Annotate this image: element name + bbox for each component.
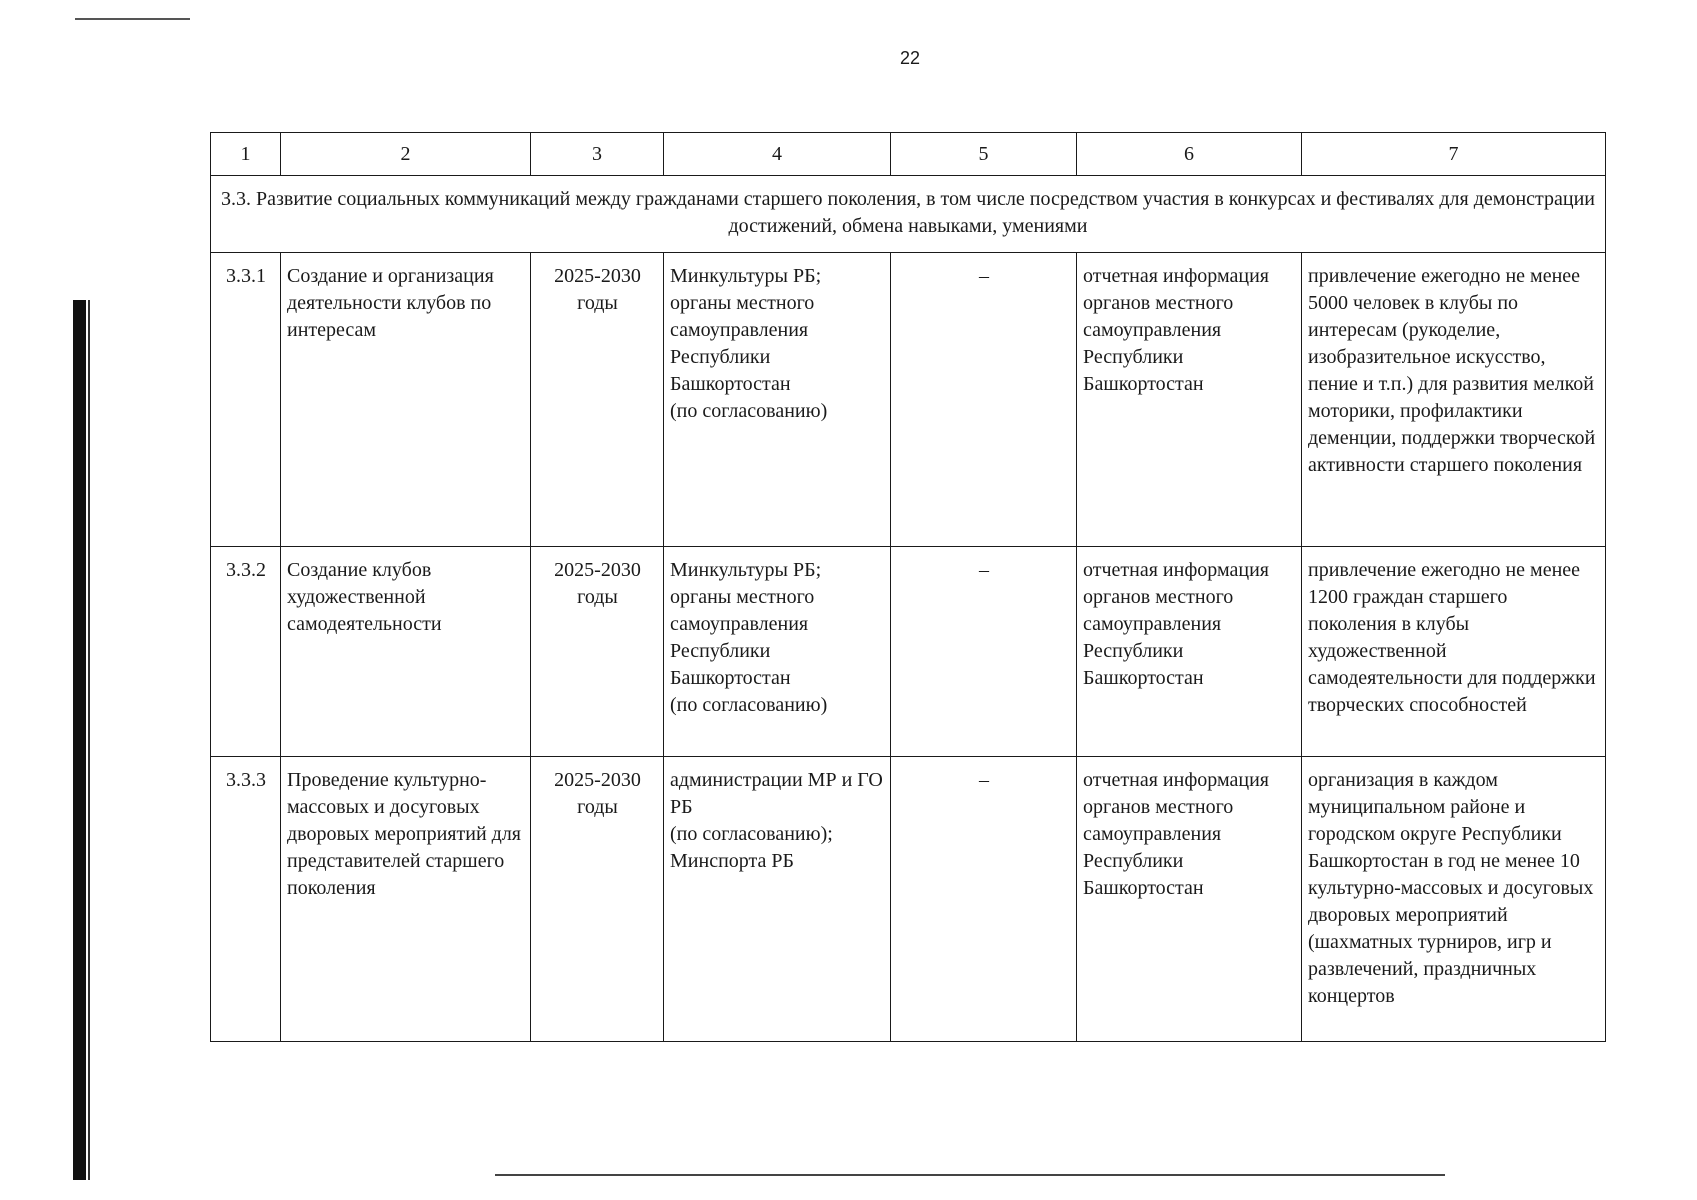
result-cell: привлечение ежегодно не менее 1200 граждан старшего поколения в клубы художественной самодеятельности для поддержки творческих способностей xyxy=(1302,547,1606,757)
table-row xyxy=(211,547,1606,757)
row-number: 3.3.1 xyxy=(211,253,281,547)
period-cell: 2025-2030 годы xyxy=(531,253,664,547)
activity-cell: Создание клубов художественной самодеятельности xyxy=(281,547,531,757)
executors-text: администрации МР и ГО РБ (по согласованию); Минспорта РБ xyxy=(670,769,883,872)
scan-artifact-top-line xyxy=(75,18,190,20)
activity-cell: Проведение культурно-массовых и досуговых дворовых мероприятий для представителей старшего поколения xyxy=(281,757,531,1042)
section-row xyxy=(211,176,1606,253)
funding-cell: – xyxy=(891,547,1077,757)
table-row xyxy=(211,757,1606,1042)
header-cell: 4 xyxy=(664,133,891,176)
result-cell: организация в каждом муниципальном районе и городском округе Республики Башкортостан в год не менее 10 культурно-массовых и досуговых дворовых мероприятий (шахматных турниров, игр и развлечений, праздничных концертов xyxy=(1302,757,1606,1042)
header-cell: 1 xyxy=(211,133,281,176)
funding-cell: – xyxy=(891,757,1077,1042)
row-number: 3.3.3 xyxy=(211,757,281,1042)
scan-artifact-left-bar xyxy=(73,300,86,1180)
reporting-cell: отчетная информация органов местного самоуправления Республики Башкортостан xyxy=(1077,547,1302,757)
funding-cell: – xyxy=(891,253,1077,547)
period-cell: 2025-2030 годы xyxy=(531,547,664,757)
header-cell: 5 xyxy=(891,133,1077,176)
table-header-row xyxy=(211,133,1606,176)
executors-text: Минкультуры РБ; органы местного самоуправления Республики Башкортостан (по согласованию) xyxy=(670,265,828,422)
header-cell: 3 xyxy=(531,133,664,176)
header-cell: 2 xyxy=(281,133,531,176)
reporting-cell: отчетная информация органов местного самоуправления Республики Башкортостан xyxy=(1077,757,1302,1042)
executors-cell xyxy=(664,757,891,1042)
header-cell: 6 xyxy=(1077,133,1302,176)
section-title: 3.3. Развитие социальных коммуникаций между гражданами старшего поколения, в том числе посредством участия в конкурсах и фестивалях для демонстрации достижений, обмена навыками, умениями xyxy=(211,176,1606,253)
scan-artifact-left-line xyxy=(88,300,90,1180)
page-number: 22 xyxy=(899,48,921,68)
reporting-cell: отчетная информация органов местного самоуправления Республики Башкортостан xyxy=(1077,253,1302,547)
row-number: 3.3.2 xyxy=(211,547,281,757)
executors-text: Минкультуры РБ; органы местного самоуправления Республики Башкортостан (по согласованию) xyxy=(670,559,828,716)
executors-cell xyxy=(664,547,891,757)
activities-table xyxy=(210,132,1606,1042)
table-row xyxy=(211,253,1606,547)
executors-cell xyxy=(664,253,891,547)
scan-artifact-bottom-line xyxy=(495,1174,1445,1176)
period-cell: 2025-2030 годы xyxy=(531,757,664,1042)
result-cell: привлечение ежегодно не менее 5000 человек в клубы по интересам (рукоделие, изобразительное искусство, пение и т.п.) для развития мелкой моторики, профилактики деменции, поддержки творческой активности старшего поколения xyxy=(1302,253,1606,547)
activity-cell: Создание и организация деятельности клубов по интересам xyxy=(281,253,531,547)
header-cell: 7 xyxy=(1302,133,1606,176)
